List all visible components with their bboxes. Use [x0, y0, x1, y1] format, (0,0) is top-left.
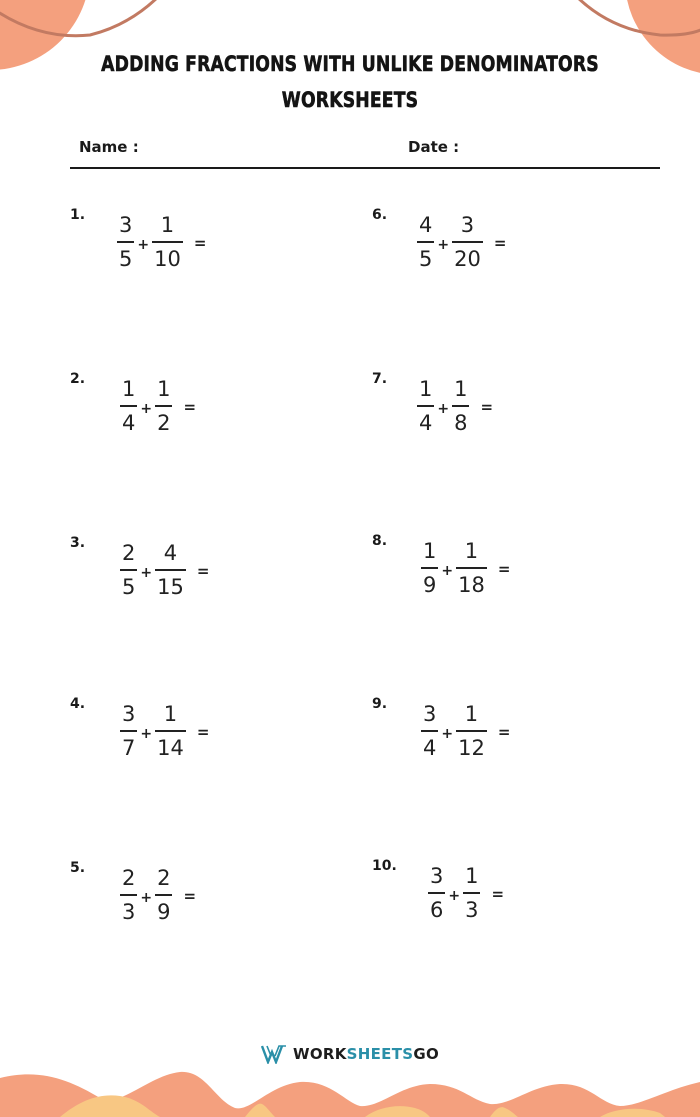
- plus-operator: +: [137, 236, 150, 253]
- fraction-b: $\frac{1}{8}$: [454, 377, 468, 435]
- problem-9: [372, 696, 652, 786]
- plus-operator: +: [448, 887, 461, 904]
- equals-sign: =: [497, 722, 511, 741]
- fraction-b: $\frac{1}{14}$: [157, 702, 184, 760]
- problem-number: 4.: [70, 696, 86, 712]
- top-left-arc-shape: [0, 0, 160, 36]
- problem-7: [372, 371, 652, 461]
- problem-number: 10.: [372, 858, 397, 874]
- header-divider: [70, 167, 660, 169]
- problem-number: 5.: [70, 860, 86, 876]
- problem-5: [70, 860, 350, 950]
- equals-sign: =: [480, 397, 494, 416]
- plus-operator: +: [441, 562, 454, 579]
- plus-operator: +: [437, 400, 450, 417]
- problem-number: 2.: [70, 371, 86, 387]
- fraction-a: $\frac{4}{5}$: [419, 213, 433, 271]
- worksheetsgo-w-icon: [261, 1044, 287, 1064]
- plus-operator: +: [140, 564, 153, 581]
- problem-8: [372, 533, 652, 623]
- fraction-a: $\frac{3}{7}$: [122, 702, 136, 760]
- problem-6: [372, 207, 652, 297]
- plus-operator: +: [140, 725, 153, 742]
- equals-sign: =: [183, 886, 197, 905]
- logo-wordmark: WORKSHEETSGO: [292, 1045, 440, 1063]
- fraction-b: $\frac{1}{2}$: [157, 377, 171, 435]
- plus-operator: +: [437, 236, 450, 253]
- fraction-b: $\frac{1}{10}$: [154, 213, 181, 271]
- fraction-b: $\frac{1}{12}$: [458, 702, 485, 760]
- equals-sign: =: [183, 397, 197, 416]
- fraction-a: $\frac{2}{3}$: [122, 866, 136, 924]
- equals-sign: =: [497, 559, 511, 578]
- date-label: Date :: [408, 138, 460, 156]
- problem-number: 8.: [372, 533, 388, 549]
- fraction-a: $\frac{1}{9}$: [423, 539, 437, 597]
- plus-operator: +: [140, 889, 153, 906]
- worksheet-title-line1: ADDING FRACTIONS WITH UNLIKE DENOMINATORS: [101, 52, 599, 76]
- problem-number: 9.: [372, 696, 388, 712]
- problem-number: 6.: [372, 207, 388, 223]
- equals-sign: =: [196, 561, 210, 580]
- fraction-a: $\frac{3}{5}$: [119, 213, 133, 271]
- fraction-a: $\frac{3}{4}$: [423, 702, 437, 760]
- problem-3: [70, 535, 350, 625]
- equals-sign: =: [491, 884, 505, 903]
- problem-10: [372, 858, 652, 948]
- problem-4: [70, 696, 350, 786]
- problem-1: [70, 207, 350, 297]
- equals-sign: =: [193, 233, 207, 252]
- worksheet-title-line2: WORKSHEETS: [281, 88, 419, 112]
- equals-sign: =: [196, 722, 210, 741]
- footer-logo: [0, 1044, 700, 1064]
- fraction-b: $\frac{1}{18}$: [458, 539, 485, 597]
- fraction-a: $\frac{1}{4}$: [419, 377, 433, 435]
- fraction-b: $\frac{4}{15}$: [157, 541, 184, 599]
- fraction-b: $\frac{1}{3}$: [465, 864, 479, 922]
- top-right-arc-shape: [575, 0, 700, 35]
- plus-operator: +: [140, 400, 153, 417]
- bottom-wave-salmon-shape: [0, 1072, 700, 1117]
- plus-operator: +: [441, 725, 454, 742]
- equals-sign: =: [493, 233, 507, 252]
- fraction-a: $\frac{1}{4}$: [122, 377, 136, 435]
- fraction-a: $\frac{3}{6}$: [430, 864, 444, 922]
- problem-number: 1.: [70, 207, 86, 223]
- problem-number: 7.: [372, 371, 388, 387]
- problem-2: [70, 371, 350, 461]
- fraction-a: $\frac{2}{5}$: [122, 541, 136, 599]
- bottom-wave-peach-shape: [60, 1095, 665, 1117]
- problem-number: 3.: [70, 535, 86, 551]
- name-label: Name :: [79, 138, 139, 156]
- fraction-b: $\frac{2}{9}$: [157, 866, 171, 924]
- fraction-b: $\frac{3}{20}$: [454, 213, 481, 271]
